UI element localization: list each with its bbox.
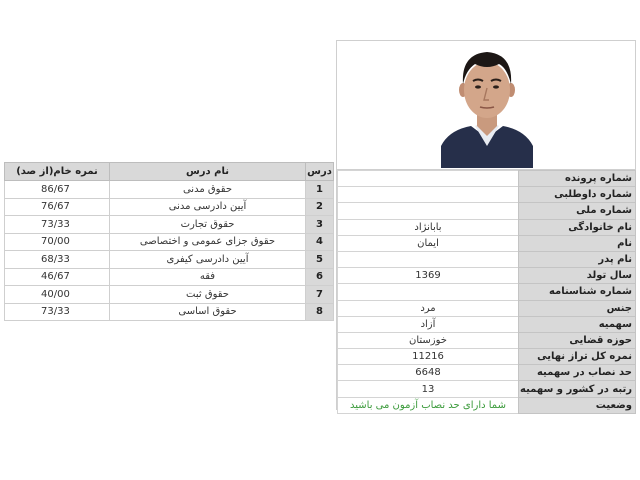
field-value: ایمان xyxy=(338,235,519,251)
field-label: رتبه در کشور و سهمیه xyxy=(519,381,636,397)
field-label: حد نصاب در سهمیه xyxy=(519,365,636,381)
grades-header-row xyxy=(5,163,334,181)
course-score: 73/33 xyxy=(5,216,110,234)
course-name: فقه xyxy=(110,268,306,286)
field-label: شماره پرونده xyxy=(519,171,636,187)
course-name: حقوق اساسی xyxy=(110,303,306,321)
field-label: شماره داوطلبی xyxy=(519,187,636,203)
table-row xyxy=(5,286,334,304)
course-score: 86/67 xyxy=(5,181,110,199)
info-row xyxy=(338,349,636,365)
field-value xyxy=(338,203,519,219)
course-number: 4 xyxy=(306,233,334,251)
field-label: وضعیت xyxy=(519,397,636,413)
field-value: 11216 xyxy=(338,349,519,365)
info-row xyxy=(338,397,636,413)
info-row xyxy=(338,381,636,397)
course-score: 76/67 xyxy=(5,198,110,216)
info-row xyxy=(338,365,636,381)
course-number: 6 xyxy=(306,268,334,286)
course-name: حقوق مدنی xyxy=(110,181,306,199)
course-score: 46/67 xyxy=(5,268,110,286)
course-name: آیین دادرسی مدنی xyxy=(110,198,306,216)
info-row xyxy=(338,187,636,203)
field-label: نام پدر xyxy=(519,251,636,267)
table-row xyxy=(5,251,334,269)
course-name: حقوق تجارت xyxy=(110,216,306,234)
course-score: 68/33 xyxy=(5,251,110,269)
course-number: 1 xyxy=(306,181,334,199)
info-row xyxy=(338,235,636,251)
field-label: جنس xyxy=(519,300,636,316)
candidate-info-table xyxy=(337,170,636,414)
photo-area xyxy=(337,41,635,170)
candidate-photo xyxy=(441,46,533,168)
course-name: حقوق جزای عمومی و اختصاصی xyxy=(110,233,306,251)
field-value: خوزستان xyxy=(338,332,519,348)
header-raw-score: نمره خام(از صد) xyxy=(5,163,110,181)
grades-table xyxy=(4,162,334,321)
field-label: نمره کل تراز نهایی xyxy=(519,349,636,365)
field-label: نام خانوادگی xyxy=(519,219,636,235)
field-value: آزاد xyxy=(338,316,519,332)
info-row xyxy=(338,300,636,316)
info-row xyxy=(338,219,636,235)
table-row xyxy=(5,303,334,321)
info-row xyxy=(338,203,636,219)
field-value xyxy=(338,251,519,267)
course-score: 70/00 xyxy=(5,233,110,251)
field-label: شماره شناسنامه xyxy=(519,284,636,300)
course-score: 40/00 xyxy=(5,286,110,304)
field-value: 6648 xyxy=(338,365,519,381)
course-number: 5 xyxy=(306,251,334,269)
course-score: 73/33 xyxy=(5,303,110,321)
info-row xyxy=(338,316,636,332)
field-value: 13 xyxy=(338,381,519,397)
course-number: 2 xyxy=(306,198,334,216)
portrait-icon xyxy=(441,46,533,168)
field-label: سال تولد xyxy=(519,268,636,284)
field-value xyxy=(338,187,519,203)
field-label: نام xyxy=(519,235,636,251)
info-row xyxy=(338,284,636,300)
table-row xyxy=(5,268,334,286)
table-row xyxy=(5,233,334,251)
field-value xyxy=(338,284,519,300)
course-name: آیین دادرسی کیفری xyxy=(110,251,306,269)
header-course-name: نام درس xyxy=(110,163,306,181)
course-number: 3 xyxy=(306,216,334,234)
info-row xyxy=(338,251,636,267)
info-row xyxy=(338,332,636,348)
candidate-profile-panel xyxy=(336,40,636,410)
info-row xyxy=(338,268,636,284)
table-row xyxy=(5,216,334,234)
field-value xyxy=(338,171,519,187)
course-name: حقوق ثبت xyxy=(110,286,306,304)
field-value: بابانژاد xyxy=(338,219,519,235)
course-number: 8 xyxy=(306,303,334,321)
field-label: شماره ملی xyxy=(519,203,636,219)
table-row xyxy=(5,181,334,199)
course-number: 7 xyxy=(306,286,334,304)
table-row xyxy=(5,198,334,216)
field-label: سهمیه xyxy=(519,316,636,332)
status-message: شما دارای حد نصاب آزمون می باشید xyxy=(338,397,519,413)
field-label: حوزه قضایی xyxy=(519,332,636,348)
field-value: 1369 xyxy=(338,268,519,284)
field-value: مرد xyxy=(338,300,519,316)
info-row xyxy=(338,171,636,187)
header-course-number: درس xyxy=(306,163,334,181)
